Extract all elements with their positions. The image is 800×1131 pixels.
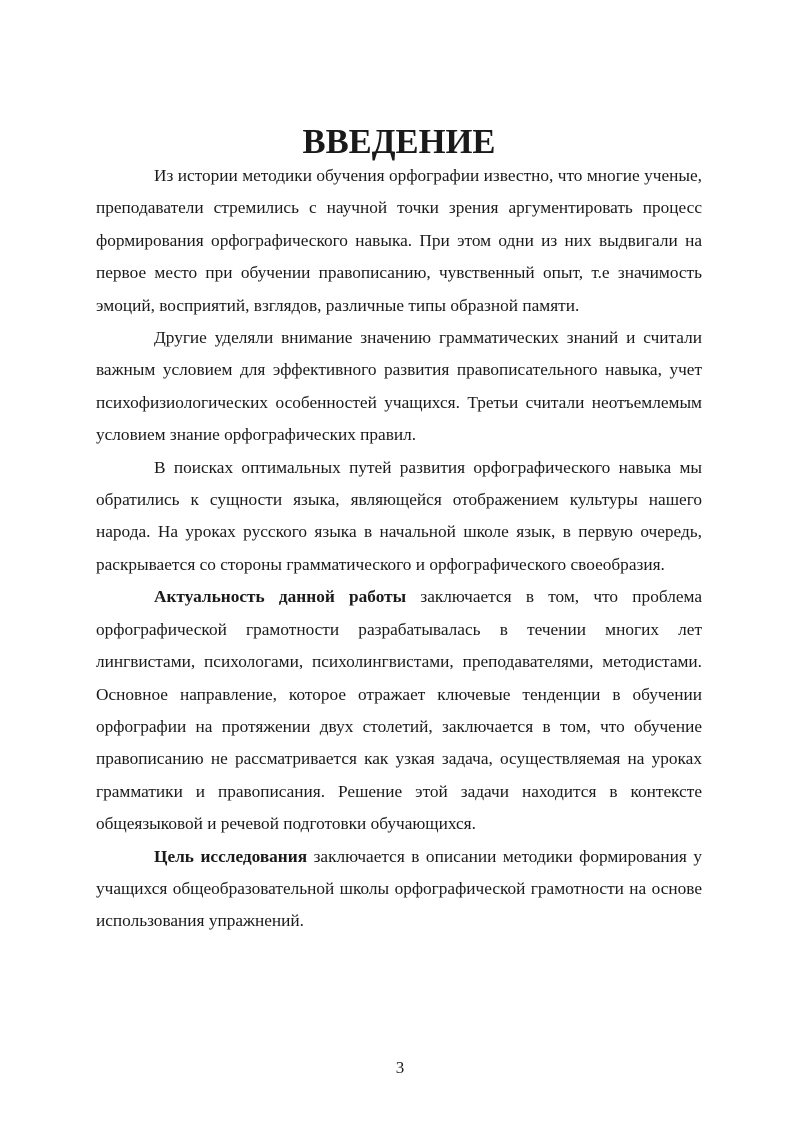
paragraph-relevance <box>96 581 702 840</box>
paragraph-goal <box>96 841 702 938</box>
paragraph-3 <box>96 452 702 582</box>
paragraph-relevance-text: заключается в том, что проблема орфографической грамотности разрабатывалась в течении многих лет лингвистами, психологами, психолингвистами, преподавателями, методистами. Основное направление, которое отражает ключевые тенденции в обучении орфографии на протяжении двух столетий, заключается в том, что обучение правописанию не рассматривается как узкая задача, осуществляемая на уроках грамматики и правописания. Решение этой задачи находится в контексте общеязыковой и речевой подготовки обучающихся. <box>96 587 702 834</box>
paragraph-goal-lead: Цель исследования <box>154 846 308 866</box>
paragraph-2-text: Другие уделяли внимание значению грамматических знаний и считали важным условием для эффективного развития правописательного навыка, учет психофизиологических особенностей учащихся. Третьи считали неотъемлемым условием знание орфографических правил. <box>96 328 702 445</box>
paragraph-3-text: В поисках оптимальных путей развития орфографического навыка мы обратились к сущности языка, являющейся отображением культуры нашего народа. На уроках русского языка в начальной школе язык, в первую очередь, раскрывается со стороны грамматического и орфографического своеобразия. <box>96 457 702 574</box>
document-title: ВВЕДЕНИЕ <box>302 123 496 161</box>
paragraph-2 <box>96 322 702 452</box>
paragraph-relevance-lead: Актуальность данной работы <box>154 587 407 607</box>
page-number: 3 <box>395 1058 405 1077</box>
document-page <box>96 123 703 938</box>
paragraph-1 <box>96 160 702 322</box>
paragraph-goal-text: заключается в описании методики формирования у учащихся общеобразовательной школы орфографической грамотности на основе использования упражнений. <box>96 846 703 931</box>
paragraph-1-text: Из истории методики обучения орфографии известно, что многие ученые, преподаватели стремились с научной точки зрения аргументировать процесс формирования орфографического навыка. При этом одни из них выдвигали на первое место при обучении правописанию, чувственный опыт, т.е значимость эмоций, восприятий, взглядов, различные типы образной памяти. <box>96 166 702 315</box>
